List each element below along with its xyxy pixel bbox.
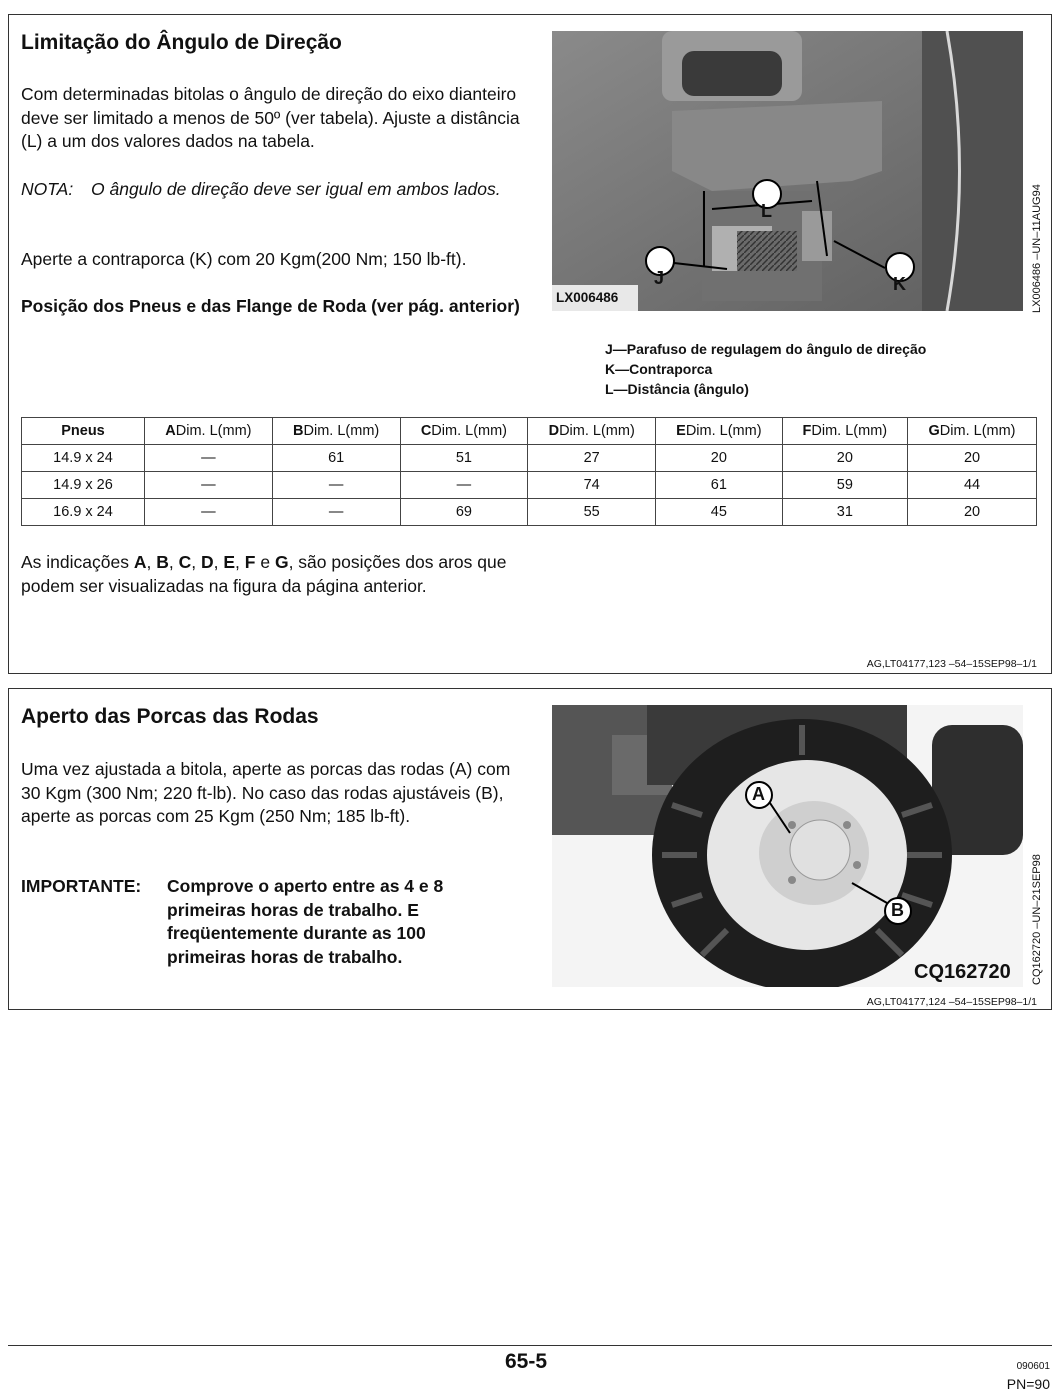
header-col-b: BDim. L(mm): [272, 418, 400, 445]
table-cell: —: [272, 499, 400, 526]
positions-paragraph: [21, 551, 511, 598]
callout-b: B: [891, 900, 904, 920]
positions-separator: ,: [168, 552, 179, 572]
callout-l: L: [761, 201, 772, 221]
legend-item: J—Parafuso de regulagem do ângulo de direção: [605, 341, 927, 357]
position-letter: B: [156, 552, 169, 572]
header-col-g: GDim. L(mm): [908, 418, 1037, 445]
positions-suffix: , são posições dos aros que podem ser visualizadas na figura da página anterior.: [21, 552, 507, 596]
header-col-d: DDim. L(mm): [528, 418, 656, 445]
legend-item: L—Distância (ângulo): [605, 381, 749, 397]
table-cell: 69: [400, 499, 528, 526]
header-col-e: EDim. L(mm): [656, 418, 783, 445]
table-cell: 20: [908, 445, 1037, 472]
table-cell: 31: [782, 499, 907, 526]
header-col-c: CDim. L(mm): [400, 418, 528, 445]
legend-item: K—Contraporca: [605, 361, 713, 377]
callout-k: K: [893, 274, 906, 294]
table-cell: 45: [656, 499, 783, 526]
section-steering-angle: [8, 14, 1052, 674]
position-letter: C: [178, 552, 192, 572]
table-row: [22, 445, 1037, 472]
position-letter: G: [274, 552, 289, 572]
table-cell: 14.9 x 26: [22, 472, 145, 499]
table-cell: —: [272, 472, 400, 499]
positions-separator: ,: [146, 552, 157, 572]
image-stamp: LX006486: [556, 290, 619, 305]
header-pneus: Pneus: [22, 418, 145, 445]
table-cell: 20: [782, 445, 907, 472]
important-text: Comprove o aperto entre as 4 e 8 primeiras horas de trabalho. E freqüentemente durante as 100 primeiras horas de trabalho.: [167, 876, 444, 967]
table-cell: —: [145, 499, 273, 526]
table-cell: —: [400, 472, 528, 499]
page-number: 65-5: [505, 1350, 548, 1373]
intro-paragraph: Uma vez ajustada a bitola, aperte as porcas das rodas (A) com 30 Kgm (300 Nm; 220 ft-lb). No caso das rodas ajustáveis (B), aperte as porcas com 25 Kgm (250 Nm; 185 lb-ft).: [21, 759, 511, 826]
section-wheel-nuts: [8, 688, 1052, 1010]
table-cell: 74: [528, 472, 656, 499]
image-side-id: LX006486 –UN–11AUG94: [1031, 184, 1043, 313]
table-header-row: [22, 418, 1037, 445]
callout-a: A: [752, 784, 765, 804]
table-row: [22, 499, 1037, 526]
position-letter: D: [200, 552, 214, 572]
table-cell: 44: [908, 472, 1037, 499]
header-col-a: ADim. L(mm): [145, 418, 273, 445]
footer-pn: PN=90: [1006, 1376, 1050, 1392]
table-cell: —: [145, 472, 273, 499]
steering-stop-illustration: [552, 31, 1023, 311]
table-cell: —: [145, 445, 273, 472]
reference-code: AG,LT04177,123 –54–15SEP98–1/1: [866, 658, 1037, 670]
table-cell: 20: [908, 499, 1037, 526]
table-cell: 27: [528, 445, 656, 472]
dimension-table: [21, 417, 1037, 526]
note-label: NOTA:: [21, 179, 74, 199]
table-cell: 51: [400, 445, 528, 472]
table-row: [22, 472, 1037, 499]
subheading: Posição dos Pneus e das Flange de Roda (ver pág. anterior): [21, 296, 520, 316]
table-cell: 55: [528, 499, 656, 526]
position-letter: A: [133, 552, 147, 572]
positions-separator: e: [255, 552, 275, 572]
reference-code: AG,LT04177,124 –54–15SEP98–1/1: [866, 996, 1037, 1008]
important-label: IMPORTANTE:: [21, 876, 142, 896]
positions-separator: ,: [235, 552, 245, 572]
note-text: O ângulo de direção deve ser igual em ambos lados.: [91, 179, 501, 199]
section-title: Aperto das Porcas das Rodas: [21, 705, 319, 728]
table-cell: 16.9 x 24: [22, 499, 145, 526]
table-cell: 20: [656, 445, 783, 472]
table-cell: 59: [782, 472, 907, 499]
positions-separator: ,: [213, 552, 224, 572]
table-cell: 14.9 x 24: [22, 445, 145, 472]
table-cell: 61: [656, 472, 783, 499]
section-title: Limitação do Ângulo de Direção: [21, 31, 342, 54]
steering-stop-photo: [552, 31, 1023, 311]
position-letter: F: [244, 552, 256, 572]
footer-rule: [8, 1345, 1052, 1346]
positions-separator: ,: [191, 552, 201, 572]
wheel-photo: [552, 705, 1023, 987]
table-cell: 61: [272, 445, 400, 472]
image-side-id: CQ162720 –UN–21SEP98: [1031, 854, 1043, 985]
image-legend: [605, 339, 926, 399]
positions-prefix: As indicações: [21, 552, 134, 572]
header-col-f: FDim. L(mm): [782, 418, 907, 445]
image-stamp: CQ162720: [914, 961, 1011, 983]
callout-j: J: [654, 268, 665, 288]
intro-paragraph: Com determinadas bitolas o ângulo de direção do eixo dianteiro deve ser limitado a menos de 50º (ver tabela). Ajuste a distância (L) a um dos valores dados na tabela.: [21, 84, 520, 151]
wheel-illustration: [552, 705, 1023, 987]
torque-paragraph: Aperte a contraporca (K) com 20 Kgm(200 Nm; 150 lb-ft).: [21, 249, 467, 269]
footer-code: 090601: [1016, 1361, 1050, 1372]
position-letter: E: [223, 552, 236, 572]
